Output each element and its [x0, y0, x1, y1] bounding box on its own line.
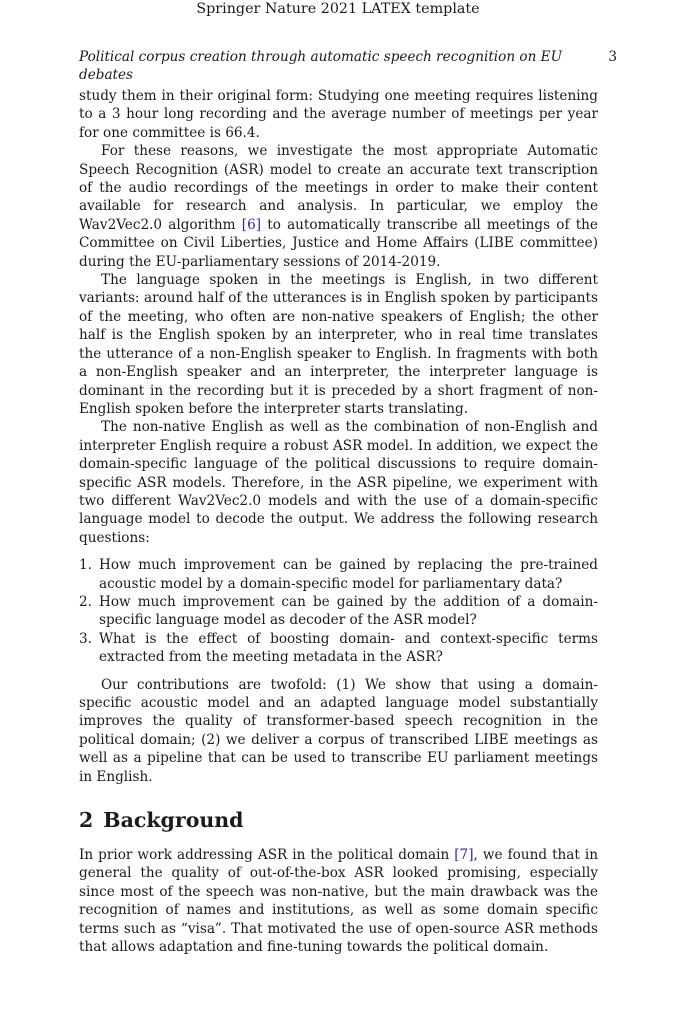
running-head: [79, 48, 617, 84]
paragraph-approach: The non-native English as well as the combination of non-English and interpreter English require a robust ASR model. In addition, we expect the domain-specific language of the political discussions to require domain-specific ASR models. Therefore, in the ASR pipeline, we experiment with two different Wav2Vec2.0 models and with the use of a domain-specific language model to decode the output. We address the following research questions:: [79, 419, 598, 546]
list-number: 3.: [79, 630, 92, 647]
template-banner: Springer Nature 2021 LATEX template: [196, 1, 480, 17]
paragraph-text: , we found that in general the quality of out-of-the-box ASR looked promising, especially since most of the speech was non-native, but the main drawback was the recognition of names and institutions, as well as some domain specific terms such as “visa”. That motivated the use of open-source ASR methods that allows adaptation and fine-tuning towards the political domain.: [79, 847, 598, 956]
paragraph-continued: study them in their original form: Studying one meeting requires listening to a 3 hour long recording and the average number of meetings per year for one committee is 66.4.: [79, 88, 598, 141]
list-item-text: How much improvement can be gained by replacing the pre-trained acoustic model by a domain-specific model for parliamentary data?: [99, 557, 598, 592]
research-questions-list: [79, 556, 598, 666]
list-item: [79, 630, 598, 667]
citation-link[interactable]: [6]: [241, 216, 262, 233]
section-number: 2: [79, 808, 94, 833]
paragraph-contributions: Our contributions are twofold: (1) We show that using a domain-specific acoustic model and an adapted language model substantially improves the quality of transformer-based speech recognition in the political domain; (2) we deliver a corpus of transcribed LIBE meetings as well as a pipeline that can be used to transcribe EU parliament meetings in English.: [79, 676, 598, 785]
list-item-text: How much improvement can be gained by the addition of a domain-specific language model as decoder of the ASR model?: [99, 593, 598, 629]
list-number: 1.: [79, 557, 92, 574]
paragraph-motivation: [79, 142, 598, 271]
paragraph-text: In prior work addressing ASR in the political domain: [79, 847, 455, 864]
paragraph-language: The language spoken in the meetings is English, in two different variants: around half of the utterances is in English spoken by participants of the meeting, who often are non-native speakers of English; the other half is the English spoken by an interpreter, who in real time translates the utterance of a non-English speaker to English. In fragments with both a non-English speaker and an interpreter, the interpreter language is dominant in the recording but it is preceded by a short fragment of non-English spoken before the interpreter starts translating.: [79, 272, 598, 417]
paragraph-text: to automatically transcribe all meetings of the Committee on Civil Liberties, Justice and Home Affairs (LIBE committee) during the EU-parliamentary sessions of 2014-2019.: [79, 216, 598, 270]
section-title: Background: [103, 808, 244, 833]
body-text: [79, 87, 598, 956]
page-number: 3: [608, 49, 617, 65]
list-item: [79, 593, 598, 630]
paragraph-text: For these reasons, we investigate the most appropriate Automatic Speech Recognition (ASR) model to create an accurate text transcription of the audio recordings of the meetings in order to make their content available for research and analysis. In particular, we employ the Wav2Vec2.0 algorithm: [79, 143, 598, 233]
list-item: [79, 556, 598, 593]
citation-link[interactable]: [7]: [454, 847, 474, 864]
list-item-text: What is the effect of boosting domain- and context-specific terms extracted from the meeting metadata in the ASR?: [99, 630, 598, 666]
list-number: 2.: [79, 593, 92, 610]
paragraph-background: [79, 846, 598, 956]
section-heading: [79, 808, 598, 832]
running-title: Political corpus creation through automatic speech recognition on EU debates: [79, 49, 563, 83]
